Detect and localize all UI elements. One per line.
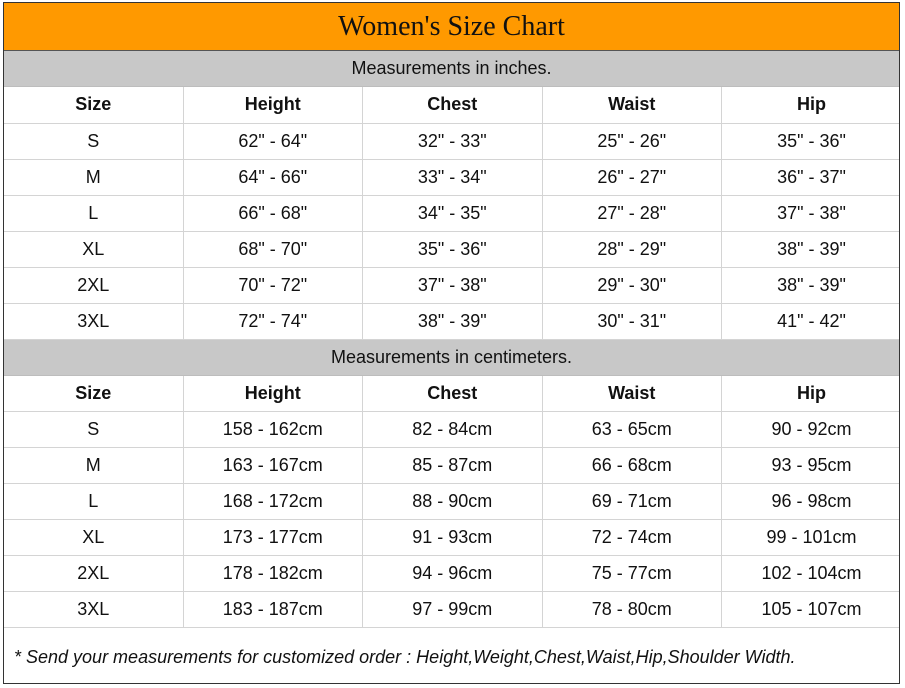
chest-cell: 37" - 38"	[363, 267, 543, 303]
hip-cell: 105 - 107cm	[722, 592, 901, 628]
size-cell: XL	[4, 520, 183, 556]
table-row	[4, 195, 900, 231]
size-cell: S	[4, 412, 183, 448]
column-header-waist: Waist	[542, 376, 722, 412]
hip-cell: 41" - 42"	[722, 303, 901, 339]
hip-cell: 38" - 39"	[722, 267, 901, 303]
chest-cell: 91 - 93cm	[363, 520, 543, 556]
chest-cell: 33" - 34"	[363, 159, 543, 195]
footnote: * Send your measurements for customized order : Height,Weight,Chest,Waist,Hip,Shoulder Width.	[14, 646, 796, 667]
height-cell: 68" - 70"	[183, 231, 363, 267]
waist-cell: 69 - 71cm	[542, 484, 722, 520]
hip-cell: 90 - 92cm	[722, 412, 901, 448]
height-cell: 173 - 177cm	[183, 520, 363, 556]
size-cell: 3XL	[4, 303, 183, 339]
size-cell: L	[4, 484, 183, 520]
height-cell: 64" - 66"	[183, 159, 363, 195]
column-header-hip: Hip	[722, 376, 901, 412]
hip-cell: 93 - 95cm	[722, 448, 901, 484]
centimeters-section-heading: Measurements in centimeters.	[4, 340, 899, 376]
waist-cell: 26" - 27"	[542, 159, 722, 195]
chest-cell: 35" - 36"	[363, 231, 543, 267]
height-cell: 72" - 74"	[183, 303, 363, 339]
size-chart	[3, 2, 900, 684]
height-cell: 158 - 162cm	[183, 412, 363, 448]
waist-cell: 72 - 74cm	[542, 520, 722, 556]
table-row	[4, 303, 900, 339]
waist-cell: 25" - 26"	[542, 123, 722, 159]
table-row	[4, 592, 900, 628]
table-row	[4, 159, 900, 195]
hip-cell: 36" - 37"	[722, 159, 901, 195]
hip-cell: 35" - 36"	[722, 123, 901, 159]
size-cell: M	[4, 448, 183, 484]
height-cell: 168 - 172cm	[183, 484, 363, 520]
chest-cell: 85 - 87cm	[363, 448, 543, 484]
column-header-height: Height	[183, 87, 363, 123]
height-cell: 70" - 72"	[183, 267, 363, 303]
chest-cell: 82 - 84cm	[363, 412, 543, 448]
column-header-chest: Chest	[363, 87, 543, 123]
centimeters-table-body	[4, 412, 900, 628]
inches-header-row	[4, 87, 900, 123]
height-cell: 62" - 64"	[183, 123, 363, 159]
centimeters-header-row	[4, 376, 900, 412]
waist-cell: 63 - 65cm	[542, 412, 722, 448]
height-cell: 66" - 68"	[183, 195, 363, 231]
table-row	[4, 484, 900, 520]
table-row	[4, 448, 900, 484]
table-row	[4, 231, 900, 267]
column-header-size: Size	[4, 376, 183, 412]
column-header-waist: Waist	[542, 87, 722, 123]
chart-title: Women's Size Chart	[4, 3, 899, 51]
table-row	[4, 412, 900, 448]
column-header-height: Height	[183, 376, 363, 412]
size-cell: L	[4, 195, 183, 231]
chest-cell: 38" - 39"	[363, 303, 543, 339]
hip-cell: 99 - 101cm	[722, 520, 901, 556]
size-cell: XL	[4, 231, 183, 267]
table-row	[4, 520, 900, 556]
column-header-hip: Hip	[722, 87, 901, 123]
height-cell: 178 - 182cm	[183, 556, 363, 592]
chest-cell: 34" - 35"	[363, 195, 543, 231]
height-cell: 183 - 187cm	[183, 592, 363, 628]
waist-cell: 28" - 29"	[542, 231, 722, 267]
table-row	[4, 556, 900, 592]
chest-cell: 32" - 33"	[363, 123, 543, 159]
hip-cell: 37" - 38"	[722, 195, 901, 231]
centimeters-table	[4, 376, 900, 629]
column-header-chest: Chest	[363, 376, 543, 412]
height-cell: 163 - 167cm	[183, 448, 363, 484]
hip-cell: 102 - 104cm	[722, 556, 901, 592]
chest-cell: 97 - 99cm	[363, 592, 543, 628]
waist-cell: 27" - 28"	[542, 195, 722, 231]
hip-cell: 96 - 98cm	[722, 484, 901, 520]
size-cell: 3XL	[4, 592, 183, 628]
table-row	[4, 267, 900, 303]
size-cell: 2XL	[4, 556, 183, 592]
hip-cell: 38" - 39"	[722, 231, 901, 267]
waist-cell: 29" - 30"	[542, 267, 722, 303]
waist-cell: 66 - 68cm	[542, 448, 722, 484]
chest-cell: 88 - 90cm	[363, 484, 543, 520]
waist-cell: 30" - 31"	[542, 303, 722, 339]
size-cell: 2XL	[4, 267, 183, 303]
waist-cell: 78 - 80cm	[542, 592, 722, 628]
chest-cell: 94 - 96cm	[363, 556, 543, 592]
waist-cell: 75 - 77cm	[542, 556, 722, 592]
size-cell: S	[4, 123, 183, 159]
table-row	[4, 123, 900, 159]
column-header-size: Size	[4, 87, 183, 123]
inches-table-body	[4, 123, 900, 339]
inches-section-heading: Measurements in inches.	[4, 51, 899, 87]
size-cell: M	[4, 159, 183, 195]
inches-table	[4, 87, 900, 340]
